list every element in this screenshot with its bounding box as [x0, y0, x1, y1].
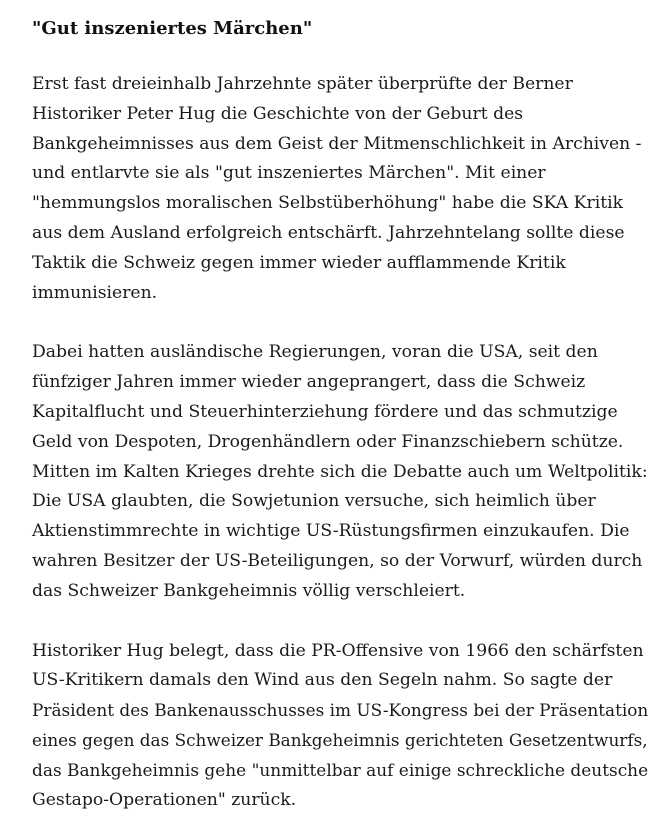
paragraph-line: Erst fast dreieinhalb Jahrzehnte später überprüfte der Berner	[32, 74, 573, 94]
paragraph-1	[32, 70, 650, 308]
paragraph-line: aus dem Ausland erfolgreich entschärft. Jahrzehntelang sollte diese	[32, 222, 625, 243]
paragraph-line: das Schweizer Bankgeheimnis völlig verschleiert.	[32, 580, 466, 601]
paragraph-line: Die USA glaubten, die Sowjetunion versuche, sich heimlich über	[32, 491, 596, 512]
paragraph-line: Mitten im Kalten Krieges drehte sich die Debatte auch um Weltpolitik:	[32, 461, 648, 482]
paragraph-line: Kapitalflucht und Steuerhinterziehung fördere und das schmutzige	[32, 401, 618, 422]
paragraph-line: Historiker Peter Hug die Geschichte von der Geburt des	[32, 103, 524, 124]
paragraph-line: Geld von Despoten, Drogenhändlern oder Finanzschiebern schütze.	[32, 431, 624, 452]
paragraph-3	[32, 637, 650, 816]
paragraph-line: Taktik die Schweiz gegen immer wieder aufflammende Kritik	[32, 252, 566, 273]
paragraph-line: und entlarvte sie als "gut inszeniertes Märchen". Mit einer	[32, 163, 546, 184]
paragraph-line: Dabei hatten ausländische Regierungen, voran die USA, seit den	[32, 342, 598, 363]
paragraph-line: Bankgeheimnisses aus dem Geist der Mitmenschlichkeit in Archiven -	[32, 133, 642, 154]
paragraph-line: fünfziger Jahren immer wieder angeprangert, dass die Schweiz	[32, 372, 586, 393]
paragraph-line: Historiker Hug belegt, dass die PR-Offensive von 1966 den schärfsten	[32, 640, 644, 661]
paragraph-line: Gestapo-Operationen" zurück.	[32, 789, 297, 810]
paragraph-line: immunisieren.	[32, 282, 158, 303]
paragraph-line: eines gegen das Schweizer Bankgeheimnis gerichteten Gesetzentwurfs,	[32, 729, 648, 750]
paragraph-2	[32, 338, 650, 606]
section-heading: "Gut inszeniertes Märchen"	[32, 18, 313, 39]
paragraph-line: Aktienstimmrechte in wichtige US-Rüstungsfirmen einzukaufen. Die	[32, 521, 630, 542]
paragraph-line: das Bankgeheimnis gehe "unmittelbar auf einige schreckliche deutsche	[32, 759, 649, 780]
article-body	[32, 12, 650, 815]
paragraph-line: Präsident des Bankenausschusses im US-Kongress bei der Präsentation	[32, 700, 649, 721]
paragraph-line: "hemmungslos moralischen Selbstüberhöhung" habe die SKA Kritik	[32, 193, 624, 214]
paragraph-line: wahren Besitzer der US-Beteiligungen, so der Vorwurf, würden durch	[32, 550, 643, 571]
paragraph-line: US-Kritikern damals den Wind aus den Segeln nahm. So sagte der	[32, 670, 613, 691]
